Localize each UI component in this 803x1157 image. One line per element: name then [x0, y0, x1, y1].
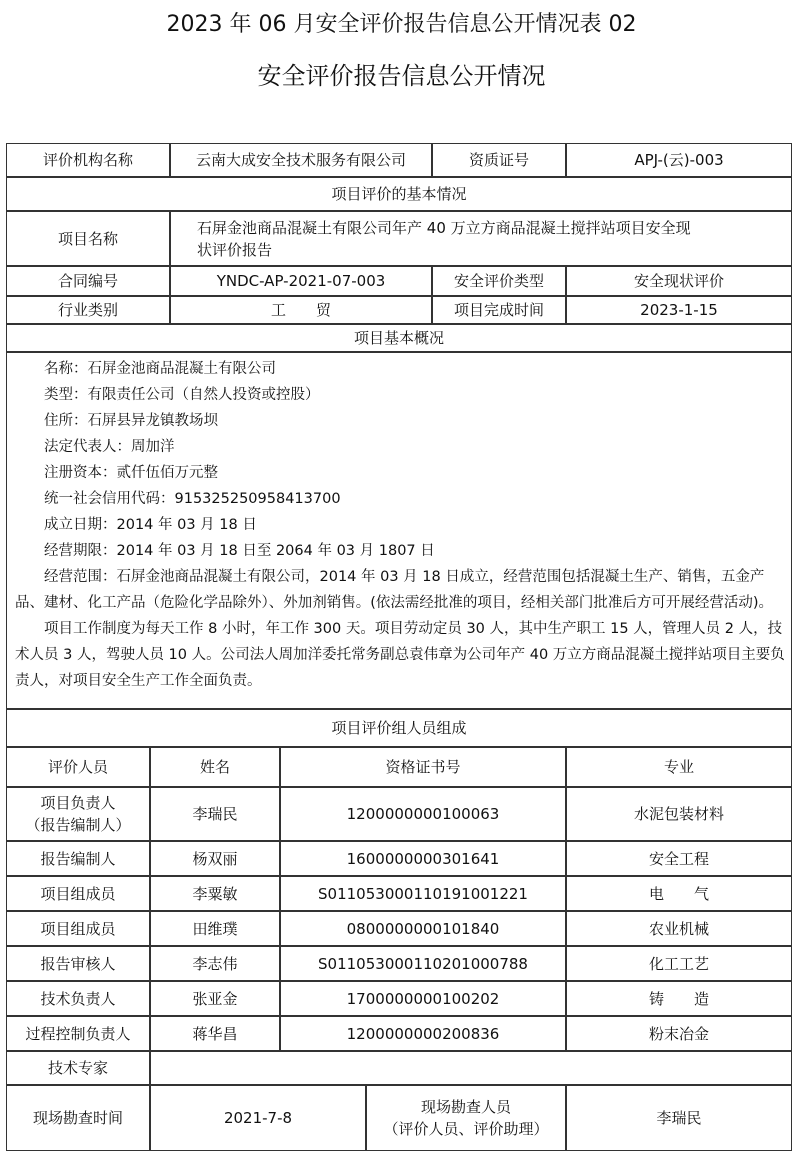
team-row-5-role: 技术负责人	[6, 981, 150, 1016]
org-label: 评价机构名称	[6, 143, 170, 177]
team-row-0-role	[6, 787, 150, 841]
team-row-6-cert: 1200000000200836	[280, 1016, 566, 1051]
survey-staff-value: 李瑞民	[566, 1085, 792, 1151]
expert-value	[150, 1051, 792, 1085]
overview-address: 住所：石屏县异龙镇教场坝	[44, 413, 218, 429]
contract-value: YNDC-AP-2021-07-003	[170, 266, 432, 296]
team-row-4-role: 报告审核人	[6, 946, 150, 981]
team-row-2-role: 项目组成员	[6, 876, 150, 911]
team-row-6-name: 蒋华昌	[150, 1016, 280, 1051]
team-row-3-major: 农业机械	[566, 911, 792, 946]
team-row-4-name: 李志伟	[150, 946, 280, 981]
overview-credit-code: 统一社会信用代码：915325250958413700	[44, 491, 341, 507]
team-row-1-name: 杨双丽	[150, 841, 280, 876]
survey-staff-label-line1: 现场勘查人员	[420, 1098, 511, 1116]
team-row-5-cert: 1700000000100202	[280, 981, 566, 1016]
team-row-1-role: 报告编制人	[6, 841, 150, 876]
team-row-0-cert: 1200000000100063	[280, 787, 566, 841]
team-row-1-cert: 1600000000301641	[280, 841, 566, 876]
team-row-1-major: 安全工程	[566, 841, 792, 876]
team-row-6-major: 粉末冶金	[566, 1016, 792, 1051]
team-row-3-cert: 0800000000101840	[280, 911, 566, 946]
contract-label: 合同编号	[6, 266, 170, 296]
industry-value: 工 贸	[170, 296, 432, 324]
overview-legal-rep: 法定代表人：周加洋	[44, 439, 175, 455]
overview-founded: 成立日期：2014 年 03 月 18 日	[44, 517, 257, 533]
team-col-name: 姓名	[150, 747, 280, 787]
team-row-0-major: 水泥包装材料	[566, 787, 792, 841]
team-row-4-cert: S011053000110201000788	[280, 946, 566, 981]
team-row-3-name: 田维璞	[150, 911, 280, 946]
overview-name: 名称：石屏金池商品混凝土有限公司	[44, 361, 276, 377]
team-row-2-cert: S011053000110191001221	[280, 876, 566, 911]
cert-value: APJ-(云)-003	[566, 143, 792, 177]
team-row-3-role: 项目组成员	[6, 911, 150, 946]
team-col-cert: 资格证书号	[280, 747, 566, 787]
team-row-0-name: 李瑞民	[150, 787, 280, 841]
team-section-header: 项目评价组人员组成	[6, 709, 792, 747]
document-subtitle: 安全评价报告信息公开情况	[257, 62, 546, 90]
project-name-label: 项目名称	[6, 211, 170, 266]
eval-type-label: 安全评价类型	[432, 266, 566, 296]
project-name-value	[170, 211, 792, 266]
completion-value: 2023-1-15	[566, 296, 792, 324]
team-row-4-major: 化工工艺	[566, 946, 792, 981]
document-title: 2023 年 06 月安全评价报告信息公开情况表 02	[166, 12, 637, 37]
survey-staff-label	[366, 1085, 566, 1151]
industry-label: 行业类别	[6, 296, 170, 324]
team-row-2-major: 电 气	[566, 876, 792, 911]
team-col-role: 评价人员	[6, 747, 150, 787]
overview-type: 类型：有限责任公司（自然人投资或控股）	[44, 387, 320, 403]
team-row-5-major: 铸 造	[566, 981, 792, 1016]
expert-label: 技术专家	[6, 1051, 150, 1085]
team-col-major: 专业	[566, 747, 792, 787]
overview-capital: 注册资本：贰仟伍佰万元整	[44, 465, 218, 481]
survey-staff-label-line2: （评价人员、评价助理）	[383, 1120, 549, 1138]
project-name-line1: 石屏金池商品混凝土有限公司年产 40 万立方商品混凝土搅拌站项目安全现	[197, 218, 691, 237]
survey-time-value: 2021-7-8	[150, 1085, 366, 1151]
team-row-0-role-line2: （报告编制人）	[25, 816, 131, 834]
overview-work: 项目工作制度为每天工作 8 小时，年工作 300 天。项目劳动定员 30 人，其中生产职工 15 人，管理人员 2 人，技术人员 3 人，驾驶人员 10 人。公司法人周加洋委托常务副总袁伟章为公司年产 40 万立方商品混凝土搅拌站项目主要负责人，对项目安全生产工作全面负责。	[15, 621, 785, 689]
overview-text	[6, 352, 792, 709]
survey-time-label: 现场勘查时间	[6, 1085, 150, 1151]
team-row-6-role: 过程控制负责人	[6, 1016, 150, 1051]
completion-label: 项目完成时间	[432, 296, 566, 324]
overview-term: 经营期限：2014 年 03 月 18 日至 2064 年 03 月 1807 日	[44, 543, 435, 559]
team-row-5-name: 张亚金	[150, 981, 280, 1016]
project-name-line2: 状评价报告	[197, 240, 273, 259]
org-value: 云南大成安全技术服务有限公司	[170, 143, 432, 177]
overview-section-header: 项目基本概况	[6, 324, 792, 352]
cert-label: 资质证号	[432, 143, 566, 177]
eval-type-value: 安全现状评价	[566, 266, 792, 296]
overview-scope: 经营范围：石屏金池商品混凝土有限公司，2014 年 03 月 18 日成立，经营范围包括混凝土生产、销售，五金产品、建材、化工产品（危险化学品除外）、外加剂销售。(依法需经批准的项目，经相关部门批准后方可开展经营活动)。	[15, 569, 774, 611]
team-row-2-name: 李粟敏	[150, 876, 280, 911]
basic-section-header: 项目评价的基本情况	[6, 177, 792, 211]
team-row-0-role-line1: 项目负责人	[40, 794, 116, 812]
